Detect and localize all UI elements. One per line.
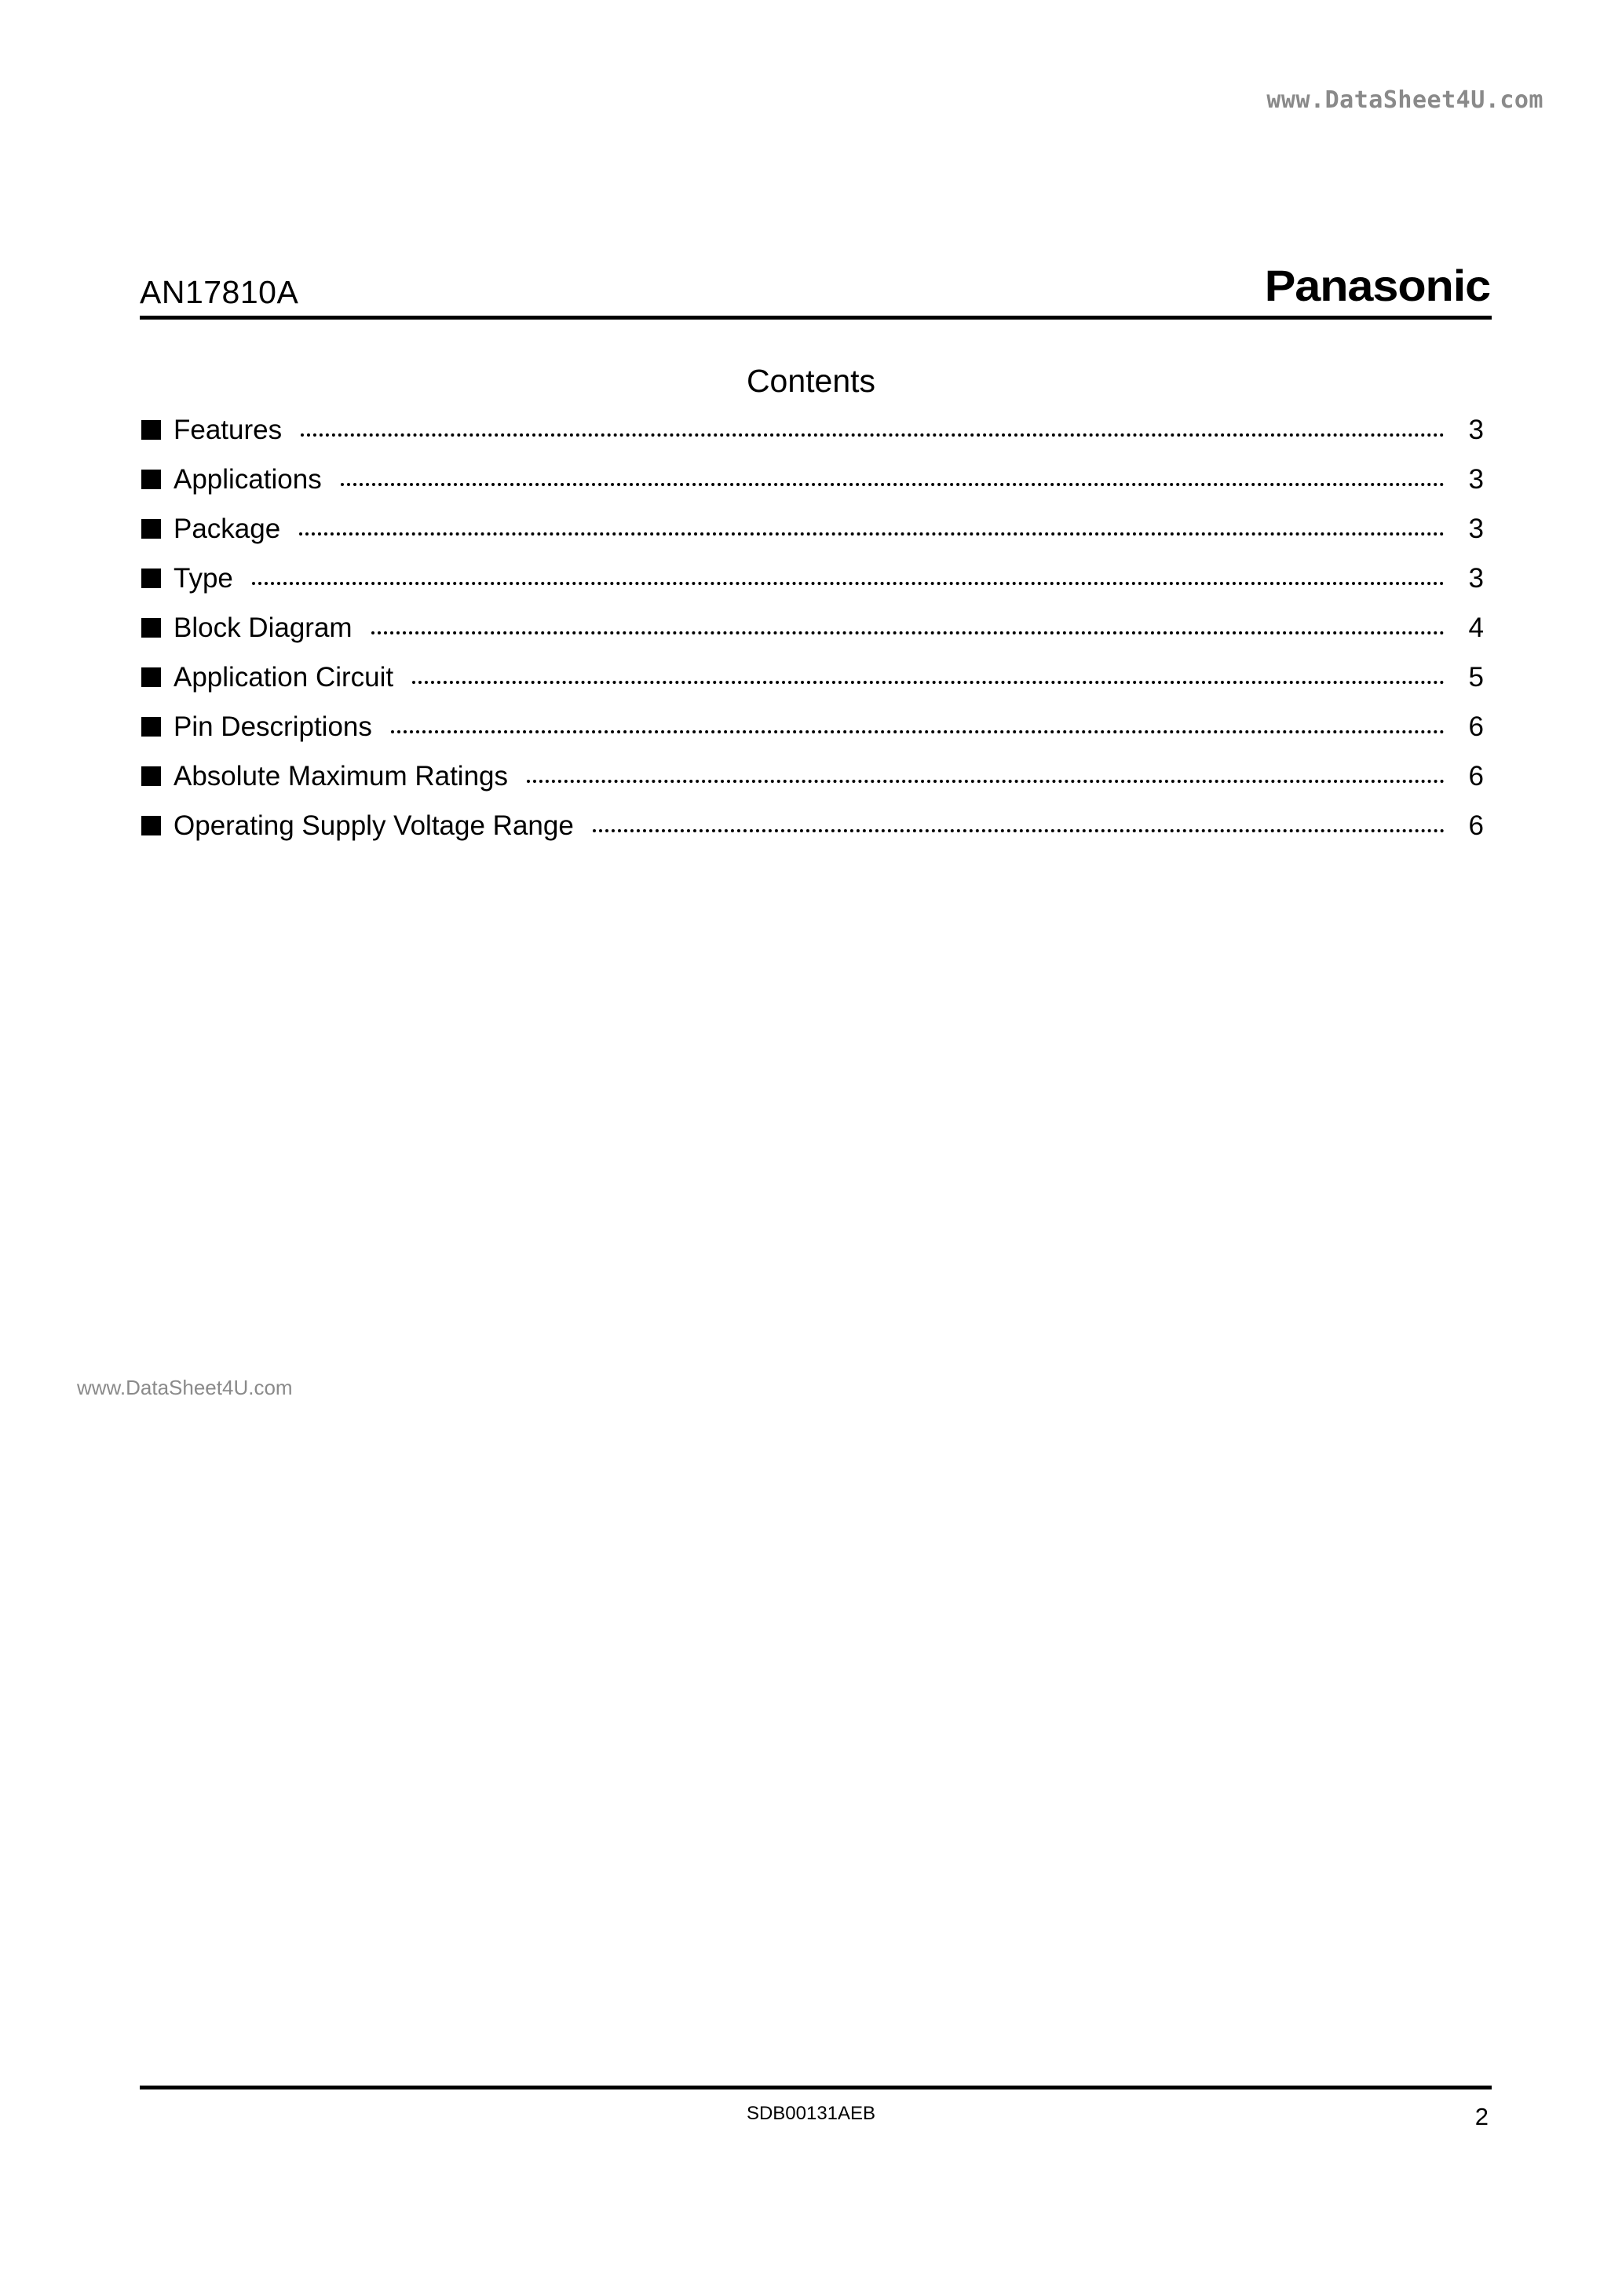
toc-item-application-circuit[interactable] <box>141 662 1484 711</box>
square-bullet-icon <box>141 816 161 835</box>
square-bullet-icon <box>141 569 161 588</box>
toc-page-number: 5 <box>1468 662 1484 693</box>
toc-item-type[interactable] <box>141 563 1484 612</box>
toc-page-number: 3 <box>1468 464 1484 495</box>
dot-leader <box>341 483 1445 486</box>
toc-label: Absolute Maximum Ratings <box>174 761 508 792</box>
toc-label: Operating Supply Voltage Range <box>174 810 574 841</box>
toc-page-number: 6 <box>1468 761 1484 792</box>
toc-label: Applications <box>174 464 322 495</box>
square-bullet-icon <box>141 470 161 489</box>
toc-label: Block Diagram <box>174 612 353 643</box>
toc-label: Pin Descriptions <box>174 711 372 742</box>
watermark-mid[interactable]: www.DataSheet4U.com <box>77 1376 293 1399</box>
footer-document-code: SDB00131AEB <box>746 2103 876 2124</box>
dot-leader <box>301 433 1445 437</box>
toc-page-number: 3 <box>1468 563 1484 594</box>
dot-leader <box>412 681 1445 684</box>
toc-item-features[interactable] <box>141 415 1484 464</box>
toc-item-block-diagram[interactable] <box>141 612 1484 662</box>
toc-label: Features <box>174 415 283 445</box>
square-bullet-icon <box>141 519 161 539</box>
footer-divider <box>140 2086 1492 2089</box>
contents-title: Contents <box>746 363 876 399</box>
square-bullet-icon <box>141 766 161 786</box>
toc-item-absolute-maximum-ratings[interactable] <box>141 761 1484 810</box>
dot-leader <box>252 582 1445 585</box>
table-of-contents <box>141 415 1484 860</box>
toc-page-number: 6 <box>1468 810 1484 841</box>
dot-leader <box>371 631 1445 634</box>
dot-leader <box>527 780 1445 783</box>
toc-page-number: 6 <box>1468 711 1484 742</box>
square-bullet-icon <box>141 717 161 737</box>
square-bullet-icon <box>141 667 161 687</box>
toc-page-number: 3 <box>1468 415 1484 445</box>
toc-item-package[interactable] <box>141 514 1484 563</box>
toc-item-applications[interactable] <box>141 464 1484 514</box>
watermark-top: www.DataSheet4U.com <box>1266 86 1543 114</box>
toc-page-number: 3 <box>1468 514 1484 544</box>
toc-label: Application Circuit <box>174 662 394 693</box>
brand-logo: Panasonic <box>1264 261 1490 310</box>
toc-page-number: 4 <box>1468 612 1484 643</box>
page-header <box>140 259 1492 320</box>
document-id: AN17810A <box>140 274 299 310</box>
square-bullet-icon <box>141 420 161 440</box>
toc-item-pin-descriptions[interactable] <box>141 711 1484 761</box>
toc-label: Type <box>174 563 233 594</box>
dot-leader <box>391 730 1445 733</box>
dot-leader <box>299 532 1445 536</box>
footer-page-number: 2 <box>1474 2103 1489 2130</box>
toc-label: Package <box>174 514 281 544</box>
square-bullet-icon <box>141 618 161 638</box>
toc-item-operating-supply-voltage-range[interactable] <box>141 810 1484 860</box>
dot-leader <box>593 829 1445 832</box>
